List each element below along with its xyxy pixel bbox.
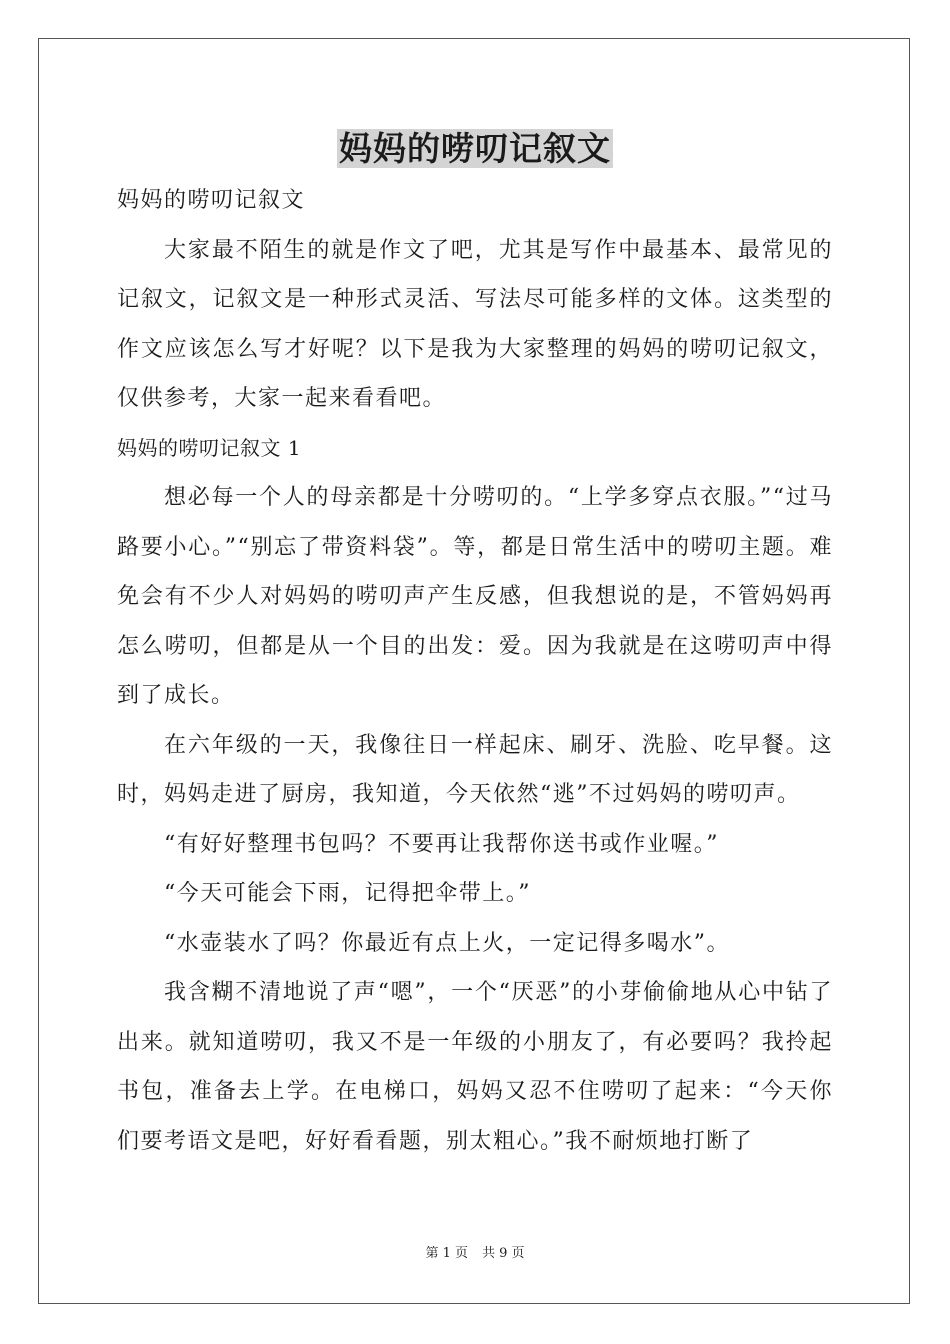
document-subtitle: 妈妈的唠叨记叙文 [117,188,306,213]
paragraph: “今天可能会下雨，记得把伞带上。” [164,881,531,906]
document-title [0,126,950,172]
paragraph: 在六年级的一天，我像往日一样起床、刷牙、洗脸、吃早餐。这时，妈妈走进了厨房，我知道，今天依然“逃”不过妈妈的唠叨声。 [117,732,833,807]
page-number: 第 1 页 [425,1246,468,1261]
paragraph: “有好好整理书包吗？不要再让我帮你送书或作业喔。” [164,831,719,857]
paragraph: “水壶装水了吗？你最近有点上火，一定记得多喝水”。 [164,930,730,956]
paragraph: 大家最不陌生的就是作文了吧，尤其是写作中最基本、最常见的记叙文，记叙文是一种形式灵活、写法尽可能多样的文体。这类型的作文应该怎么写才好呢？以下是我为大家整理的妈妈的唠叨记叙文，仅供参考，大家一起来看看吧。 [117,237,833,411]
document-body [117,176,833,1166]
page-footer [0,1245,950,1263]
paragraph: 想必每一个人的母亲都是十分唠叨的。“上学多穿点衣服。”“过马路要小心。”“别忘了带资料袋”。等，都是日常生活中的唠叨主题。难免会有不少人对妈妈的唠叨声产生反感，但我想说的是，不管妈妈再怎么唠叨，但都是从一个目的出发：爱。因为我就是在这唠叨声中得到了成长。 [117,485,833,708]
document-title-text: 妈妈的唠叨记叙文 [339,129,611,168]
section-heading: 妈妈的唠叨记叙文 1 [117,435,302,460]
page-total: 共 9 页 [482,1246,525,1261]
paragraph: 我含糊不清地说了声“嗯”，一个“厌恶”的小芽偷偷地从心中钻了出来。就知道唠叨，我又不是一年级的小朋友了，有必要吗？我拎起书包，准备去上学。在电梯口，妈妈又忍不住唠叨了起来：“今天你们要考语文是吧，好好看看题，别太粗心。”我不耐烦地打断了 [117,980,833,1154]
